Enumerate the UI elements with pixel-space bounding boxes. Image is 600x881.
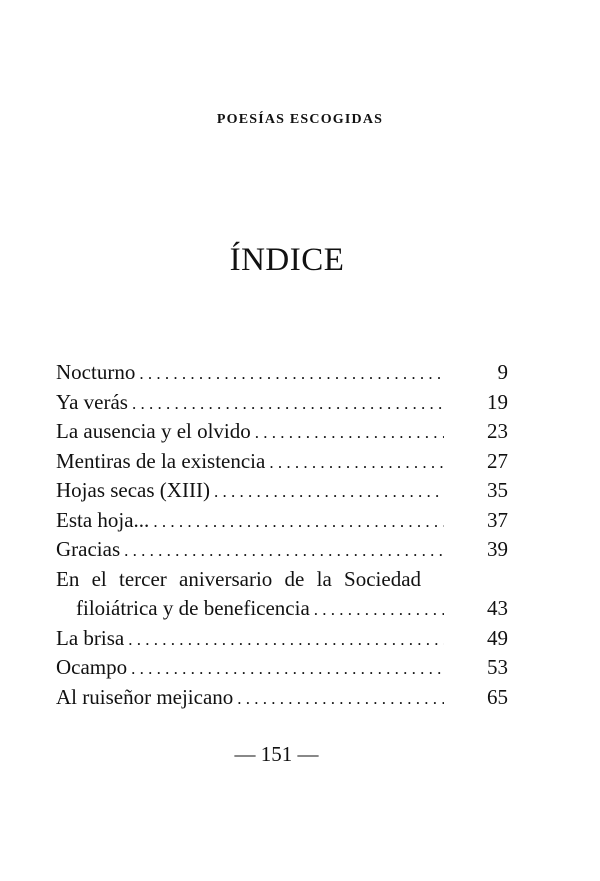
- toc-entry-title-continued: filoiátrica y de beneficencia: [76, 596, 310, 620]
- toc-entry: [56, 447, 508, 477]
- toc-entry: [56, 358, 508, 388]
- toc-entry: [56, 476, 508, 506]
- dot-leader: [314, 595, 444, 625]
- table-of-contents: [56, 358, 508, 712]
- toc-entry-title: Ocampo: [56, 655, 128, 679]
- toc-entry-page: 9: [497, 360, 508, 384]
- toc-entry: [56, 388, 508, 418]
- dot-leader: [237, 684, 444, 714]
- dot-leader: [139, 359, 444, 389]
- toc-entry-page: 23: [487, 419, 508, 443]
- dot-leader: [128, 625, 444, 655]
- toc-entry-title: Esta hoja...: [56, 507, 150, 532]
- toc-entry-title: Gracias: [56, 537, 121, 561]
- toc-entry-title: La ausencia y el olvido: [56, 419, 251, 443]
- toc-entry-page: 43: [487, 596, 508, 620]
- toc-entry: [56, 506, 508, 536]
- toc-entry-title: Al ruiseñor mejicano: [56, 684, 234, 709]
- toc-entry-page: 39: [487, 537, 508, 561]
- toc-entry: [56, 653, 508, 683]
- toc-entry-page: 53: [487, 655, 508, 679]
- toc-entry-title: Mentiras de la existencia: [56, 448, 266, 473]
- page-number: — 151 —: [234, 742, 319, 766]
- toc-entry-line2: [56, 594, 508, 624]
- toc-entry-page: 19: [487, 389, 508, 414]
- toc-entry: [56, 624, 508, 654]
- dot-leader: [214, 477, 444, 507]
- page-title: ÍNDICE: [229, 242, 345, 278]
- toc-entry-title: En el tercer aniversario de la Sociedad: [56, 566, 422, 591]
- dot-leader: [131, 654, 444, 684]
- toc-entry: [56, 417, 508, 447]
- toc-entry-line1: [56, 565, 508, 595]
- dot-leader: [255, 418, 444, 448]
- dot-leader: [132, 389, 444, 419]
- toc-entry-title: Ya verás: [56, 389, 128, 414]
- toc-entry-page: 27: [487, 448, 508, 473]
- toc-entry-title: La brisa: [56, 625, 125, 650]
- dot-leader: [269, 448, 444, 478]
- toc-entry-page: 65: [487, 684, 508, 709]
- toc-entry: [56, 535, 508, 565]
- toc-entry-page: 49: [487, 625, 508, 650]
- toc-entry-title: Nocturno: [56, 360, 136, 384]
- running-head: POESÍAS ESCOGIDAS: [216, 112, 384, 127]
- toc-entry-page: 37: [487, 507, 508, 532]
- toc-entry-title: Hojas secas (XIII): [56, 478, 210, 502]
- dot-leader: [153, 507, 444, 537]
- toc-entry: [56, 683, 508, 713]
- dot-leader: [124, 536, 444, 566]
- toc-entry-page: 35: [487, 478, 508, 502]
